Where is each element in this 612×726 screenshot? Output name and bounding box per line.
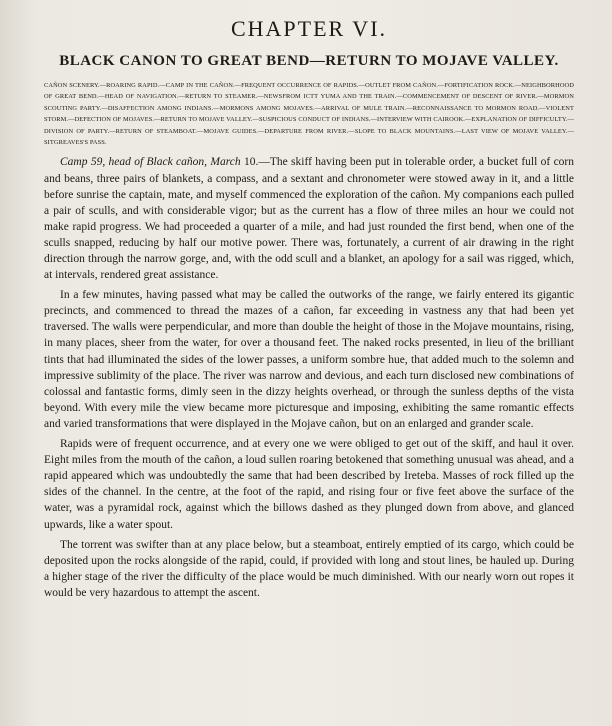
chapter-title: CHAPTER VI.: [230, 16, 388, 41]
paragraph: [44, 287, 574, 432]
paragraph: [44, 436, 574, 533]
chapter-subtitle: BLACK CANON TO GREAT BEND—RETURN TO MOJAVE VALLEY.: [59, 53, 559, 69]
paragraph: [44, 537, 574, 601]
chapter-body: [44, 154, 574, 601]
chapter-synopsis: CAÑON SCENERY.—ROARING RAPID.—CAMP IN THE CAÑON.—FREQUENT OCCURRENCE OF RAPIDS.—OUTLET FROM CAÑON.—FORTIFICATION ROCK.—NEIGHBORHOOD OF GREAT BEND.—HEAD OF NAVIGATION.—RETURN TO STEAMER.—NEWSFROM ICTT YUMA AND THE TRAIN.—COMMENCEMENT OF DESCENT OF RIVER.—MORMON SCOUTING PARTY.—DISAFFECTION AMONG INDIANS.—MORMONS AMONG MOJAVES.—ARRIVAL OF MULE TRAIN.—RECONNAISSANCE TO MORMON ROAD.—VIOLENT STORM.—DEFECTION OF MOJAVES.—RETURN TO MOJAVE VALLEY.—SUSPICIOUS CONDUCT OF INDIANS.—INTERVIEW WITH CAIROOK.—EXPLANATION OF DIFFICULTY.—DIVISION OF PARTY.—RETURN OF STEAMBOAT.—MOJAVE GUIDES.—DEPARTURE FROM RIVER.—SLOPE TO BLACK MOUNTAINS.—LAST VIEW OF MOJAVE VALLEY.—SITGREAVES'S PASS.: [44, 82, 574, 147]
paragraph-text: In a few minutes, having passed what may be called the outworks of the range, we fairly entered its gigantic precincts, and commenced to thread the mazes of a cañon, far exceeding in vastness any that had been yet traversed. The walls were perpendicular, and more than double the height of those in the Mojave mountains, rising, in many places, sheer from the water, for over a thousand feet. The naked rocks presented, in lieu of the brilliant tints that had illuminated the sides of the lower passes, a uniform sombre hue, that added much to the solemn and impressive sublimity of the place. The river was narrow and devious, and each turn disclosed new combinations of colossal and fantastic forms, dimly seen in the dizzy heights overhead, or through the sunless depths of the vista beyond. With every mile the view became more picturesque and imposing, exhibiting the same romantic effects and varied transformations that were displayed in the Mojave cañon, but on an enlarged and grander scale.: [44, 289, 574, 430]
paragraph-text: 10.—The skiff having been put in tolerable order, a bucket full of corn and beans, three pairs of blankets, a compass, and a sextant and chronometer were stowed away in it, and a little before sunrise the captain, mate, and myself commenced the exploration of the cañon. My companions each pulled a pair of sculls, and with considerable vigor; but as the current has a flow of three miles an hour we could not make rapid progress. We had proceeded a quarter of a mile, and had just rounded the first bend, when one of the sculls snapped, reducing by half our motive power. There was, fortunately, a current of air drawing in the right direction through the narrow gorge, and, with the odd scull and a blanket, an apology for a sail was rigged, which, at intervals, rendered great assistance.: [44, 156, 574, 282]
paragraph-text: Rapids were of frequent occurrence, and at every one we were obliged to get out of the skiff, and haul it over. Eight miles from the mouth of the cañon, a loud sullen roaring betokened that something unusual was ahead, and a rapid appeared which was undoubtedly the same that had been described by Ireteba. Masses of rock filled up the sides of the channel. In the centre, at the foot of the rapid, and rising four or five feet above the surface of the water, was a pyramidal rock, against which the billows dashed as they plunged down from above, and glanced upwards, like a water spout.: [44, 438, 574, 531]
paragraph-lead: Camp 59, head of Black cañon, March: [60, 156, 241, 169]
paragraph-text: The torrent was swifter than at any place below, but a steamboat, entirely emptied of its cargo, which could be deposited upon the rocks alongside of the rapid, could, if provided with long and stout lines, be hauled up. During a higher stage of the river the difficulty of the place would be much diminished. With our nearly worn out ropes it would be very hazardous to attempt the ascent.: [44, 538, 574, 599]
paragraph: [44, 154, 574, 283]
